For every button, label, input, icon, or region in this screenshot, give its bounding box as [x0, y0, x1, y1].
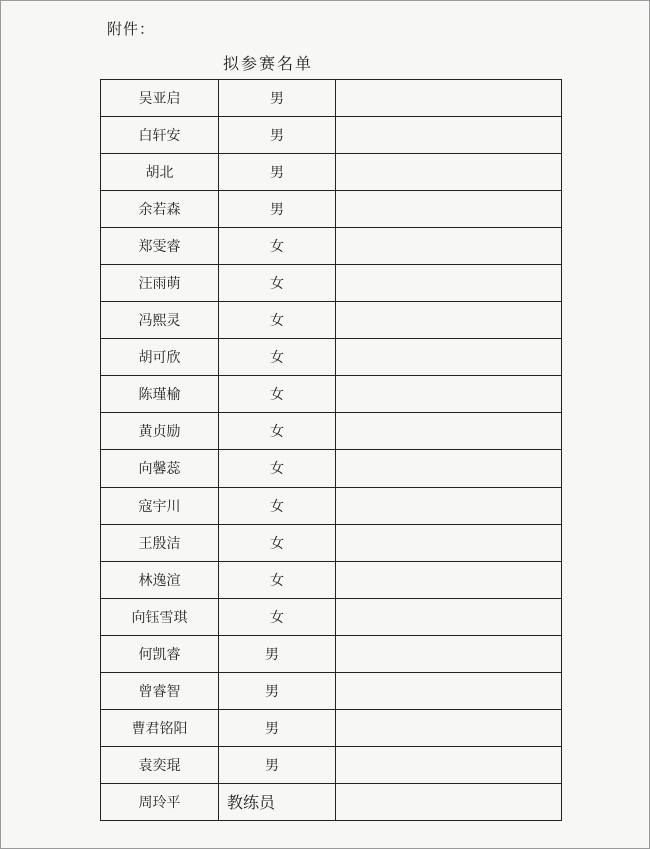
- table-row: [101, 376, 562, 413]
- table-row: [101, 339, 562, 376]
- gender-cell: 男: [219, 635, 336, 672]
- gender-cell: 女: [219, 524, 336, 561]
- note-cell: [336, 524, 562, 561]
- table-row: [101, 117, 562, 154]
- name-cell: 王殷洁: [101, 524, 219, 561]
- gender-cell: 女: [219, 228, 336, 265]
- note-cell: [336, 302, 562, 339]
- table-row: [101, 598, 562, 635]
- name-cell: 黄贞励: [101, 413, 219, 450]
- note-cell: [336, 154, 562, 191]
- name-cell: 余若森: [101, 191, 219, 228]
- gender-cell: 女: [219, 413, 336, 450]
- role-cell: 教练员: [219, 783, 336, 820]
- table-row: [101, 709, 562, 746]
- table-row: [101, 413, 562, 450]
- name-cell: 何凯睿: [101, 635, 219, 672]
- table-row: [101, 635, 562, 672]
- gender-cell: 女: [219, 561, 336, 598]
- gender-cell: 男: [219, 191, 336, 228]
- table-row: [101, 265, 562, 302]
- table-row: [101, 672, 562, 709]
- gender-cell: 男: [219, 672, 336, 709]
- gender-cell: 女: [219, 376, 336, 413]
- note-cell: [336, 709, 562, 746]
- note-cell: [336, 80, 562, 117]
- name-cell: 郑雯睿: [101, 228, 219, 265]
- table-row: [101, 783, 562, 820]
- gender-cell: 男: [219, 117, 336, 154]
- note-cell: [336, 598, 562, 635]
- note-cell: [336, 746, 562, 783]
- name-cell: 林逸渲: [101, 561, 219, 598]
- gender-cell: 男: [219, 80, 336, 117]
- name-cell: 向钰雪琪: [101, 598, 219, 635]
- name-cell: 周玲平: [101, 783, 219, 820]
- note-cell: [336, 376, 562, 413]
- gender-cell: 女: [219, 487, 336, 524]
- note-cell: [336, 783, 562, 820]
- note-cell: [336, 487, 562, 524]
- gender-cell: 男: [219, 746, 336, 783]
- note-cell: [336, 117, 562, 154]
- table-row: [101, 191, 562, 228]
- document-title: 拟参赛名单: [223, 54, 314, 73]
- note-cell: [336, 339, 562, 376]
- table-row: [101, 302, 562, 339]
- gender-cell: 女: [219, 450, 336, 487]
- attachment-label: 附件：: [107, 20, 156, 38]
- gender-cell: 男: [219, 709, 336, 746]
- note-cell: [336, 265, 562, 302]
- name-cell: 冯熙灵: [101, 302, 219, 339]
- table-row: [101, 487, 562, 524]
- roster-table: [100, 79, 562, 821]
- gender-cell: 女: [219, 265, 336, 302]
- gender-cell: 女: [219, 339, 336, 376]
- name-cell: 胡可欣: [101, 339, 219, 376]
- gender-cell: 男: [219, 154, 336, 191]
- name-cell: 白轩安: [101, 117, 219, 154]
- name-cell: 曾睿智: [101, 672, 219, 709]
- name-cell: 汪雨萌: [101, 265, 219, 302]
- table-row: [101, 154, 562, 191]
- table-row: [101, 561, 562, 598]
- gender-cell: 女: [219, 598, 336, 635]
- table-row: [101, 450, 562, 487]
- name-cell: 陈瑾榆: [101, 376, 219, 413]
- name-cell: 寇宇川: [101, 487, 219, 524]
- name-cell: 吴亚启: [101, 80, 219, 117]
- note-cell: [336, 561, 562, 598]
- table-row: [101, 524, 562, 561]
- table-row: [101, 228, 562, 265]
- gender-cell: 女: [219, 302, 336, 339]
- name-cell: 曹君铭阳: [101, 709, 219, 746]
- table-row: [101, 80, 562, 117]
- note-cell: [336, 635, 562, 672]
- name-cell: 胡北: [101, 154, 219, 191]
- note-cell: [336, 672, 562, 709]
- note-cell: [336, 450, 562, 487]
- roster-table-body: [101, 80, 562, 821]
- name-cell: 袁奕琨: [101, 746, 219, 783]
- table-row: [101, 746, 562, 783]
- note-cell: [336, 413, 562, 450]
- note-cell: [336, 228, 562, 265]
- note-cell: [336, 191, 562, 228]
- name-cell: 向馨蕊: [101, 450, 219, 487]
